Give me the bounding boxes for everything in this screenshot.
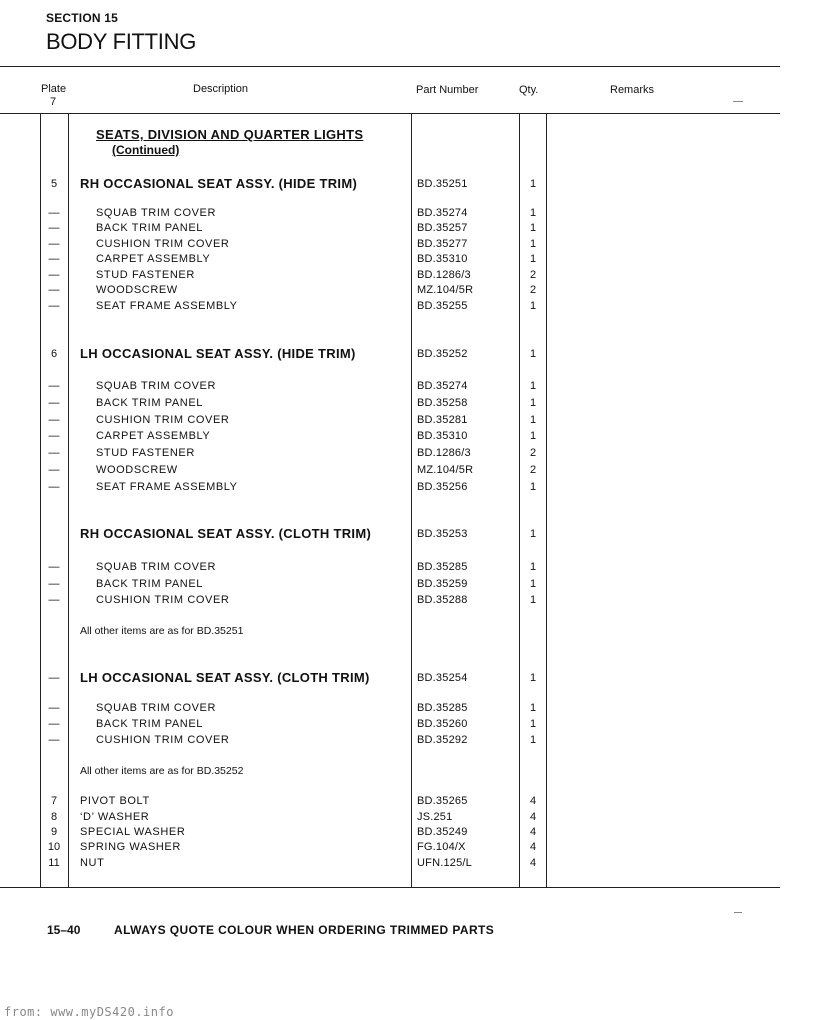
qty-cell: 1 — [529, 380, 537, 392]
part-number-cell: BD.35281 — [417, 414, 468, 426]
column-header-description: Description — [193, 83, 249, 95]
plate-cell: — — [48, 207, 60, 219]
part-number-cell: BD.35274 — [417, 380, 468, 392]
part-number-cell: BD.35251 — [417, 178, 468, 190]
qty-cell: 4 — [529, 841, 537, 853]
plate-cell: — — [48, 594, 60, 606]
qty-cell: 1 — [529, 561, 537, 573]
plate-cell: — — [48, 284, 60, 296]
description-cell: CUSHION TRIM COVER — [96, 594, 230, 606]
plate-cell: — — [48, 414, 60, 426]
description-cell: CARPET ASSEMBLY — [96, 253, 211, 265]
qty-cell: 2 — [529, 269, 537, 281]
description-cell: SEAT FRAME ASSEMBLY — [96, 300, 238, 312]
description-cell: SQUAB TRIM COVER — [96, 702, 217, 714]
part-number-cell: BD.1286/3 — [417, 447, 471, 459]
plate-cell: — — [48, 430, 60, 442]
plate-cell: — — [48, 269, 60, 281]
qty-cell: 2 — [529, 284, 537, 296]
part-number-cell: JS.251 — [417, 811, 453, 823]
description-cell: RH OCCASIONAL SEAT ASSY. (CLOTH TRIM) — [80, 526, 372, 541]
description-cell: NUT — [80, 857, 105, 869]
plate-cell: 5 — [50, 178, 58, 190]
column-rule-1 — [40, 113, 41, 888]
description-cell: RH OCCASIONAL SEAT ASSY. (HIDE TRIM) — [80, 176, 358, 191]
qty-cell: 1 — [529, 207, 537, 219]
footer-note: ALWAYS QUOTE COLOUR WHEN ORDERING TRIMMED PARTS — [114, 923, 495, 937]
scan-mark — [734, 912, 742, 913]
column-rule-3 — [411, 113, 412, 888]
description-cell: CUSHION TRIM COVER — [96, 414, 230, 426]
part-number-cell: BD.35310 — [417, 253, 468, 265]
plate-cell: — — [48, 672, 60, 684]
plate-cell: 9 — [50, 826, 58, 838]
qty-cell: 1 — [529, 702, 537, 714]
scan-mark — [733, 101, 743, 102]
plate-cell: — — [48, 253, 60, 265]
plate-cell: — — [48, 380, 60, 392]
section-label: SECTION 15 — [46, 11, 119, 25]
part-number-cell: BD.35285 — [417, 702, 468, 714]
column-header-plate-number: 7 — [50, 96, 57, 108]
plate-cell: 6 — [50, 348, 58, 360]
part-number-cell: UFN.125/L — [417, 857, 472, 869]
part-number-cell: BD.1286/3 — [417, 269, 471, 281]
description-cell: ‘D’ WASHER — [80, 811, 150, 823]
plate-cell: 8 — [50, 811, 58, 823]
plate-cell: — — [48, 481, 60, 493]
part-number-cell: BD.35254 — [417, 672, 468, 684]
part-number-cell: BD.35292 — [417, 734, 468, 746]
plate-cell: — — [48, 734, 60, 746]
part-number-cell: BD.35265 — [417, 795, 468, 807]
column-header-remarks: Remarks — [610, 84, 655, 96]
plate-cell: — — [48, 447, 60, 459]
description-cell: PIVOT BOLT — [80, 795, 150, 807]
qty-cell: 1 — [529, 238, 537, 250]
part-number-cell: BD.35258 — [417, 397, 468, 409]
plate-cell: — — [48, 718, 60, 730]
plate-cell: — — [48, 561, 60, 573]
part-number-cell: BD.35252 — [417, 348, 468, 360]
qty-cell: 1 — [529, 300, 537, 312]
description-cell: SPECIAL WASHER — [80, 826, 186, 838]
part-number-cell: BD.35310 — [417, 430, 468, 442]
description-cell: BACK TRIM PANEL — [96, 718, 204, 730]
qty-cell: 1 — [529, 578, 537, 590]
qty-cell: 1 — [529, 718, 537, 730]
qty-cell: 2 — [529, 464, 537, 476]
part-number-cell: BD.35277 — [417, 238, 468, 250]
part-number-cell: BD.35285 — [417, 561, 468, 573]
qty-cell: 4 — [529, 811, 537, 823]
description-cell: SQUAB TRIM COVER — [96, 207, 217, 219]
table-bottom-rule — [0, 887, 780, 888]
description-cell: CARPET ASSEMBLY — [96, 430, 211, 442]
qty-cell: 1 — [529, 222, 537, 234]
description-cell: LH OCCASIONAL SEAT ASSY. (CLOTH TRIM) — [80, 670, 370, 685]
plate-cell: 11 — [48, 857, 60, 869]
qty-cell: 1 — [529, 594, 537, 606]
part-number-cell: BD.35255 — [417, 300, 468, 312]
description-cell: CUSHION TRIM COVER — [96, 734, 230, 746]
description-cell: SQUAB TRIM COVER — [96, 561, 217, 573]
description-cell: STUD FASTENER — [96, 447, 195, 459]
description-cell: SPRING WASHER — [80, 841, 181, 853]
part-number-cell: BD.35253 — [417, 528, 468, 540]
qty-cell: 4 — [529, 795, 537, 807]
qty-cell: 1 — [529, 178, 537, 190]
column-header-plate: Plate — [41, 83, 67, 95]
qty-cell: 1 — [529, 734, 537, 746]
part-number-cell: MZ.104/5R — [417, 464, 474, 476]
description-cell: SQUAB TRIM COVER — [96, 380, 217, 392]
qty-cell: 1 — [529, 481, 537, 493]
column-header-qty: Qty. — [519, 84, 539, 96]
column-rule-2 — [68, 113, 69, 888]
part-number-cell: MZ.104/5R — [417, 284, 474, 296]
part-number-cell: BD.35288 — [417, 594, 468, 606]
note-text: All other items are as for BD.35252 — [80, 765, 244, 777]
qty-cell: 2 — [529, 447, 537, 459]
note-text: All other items are as for BD.35251 — [80, 625, 244, 637]
plate-cell: — — [48, 702, 60, 714]
part-number-cell: BD.35259 — [417, 578, 468, 590]
column-header-part-number: Part Number — [416, 84, 479, 96]
description-cell: STUD FASTENER — [96, 269, 195, 281]
qty-cell: 4 — [529, 857, 537, 869]
plate-cell: — — [48, 464, 60, 476]
column-rule-5 — [546, 113, 547, 888]
qty-cell: 4 — [529, 826, 537, 838]
group-heading-continued: (Continued) — [112, 143, 180, 157]
part-number-cell: BD.35257 — [417, 222, 468, 234]
qty-cell: 1 — [529, 430, 537, 442]
qty-cell: 1 — [529, 414, 537, 426]
description-cell: BACK TRIM PANEL — [96, 397, 204, 409]
page-title: BODY FITTING — [46, 29, 197, 54]
qty-cell: 1 — [529, 672, 537, 684]
page-number: 15–40 — [47, 923, 81, 937]
description-cell: WOODSCREW — [96, 464, 178, 476]
description-cell: CUSHION TRIM COVER — [96, 238, 230, 250]
plate-cell: 7 — [50, 795, 58, 807]
part-number-cell: BD.35260 — [417, 718, 468, 730]
part-number-cell: BD.35249 — [417, 826, 468, 838]
part-number-cell: BD.35274 — [417, 207, 468, 219]
plate-cell: — — [48, 397, 60, 409]
qty-cell: 1 — [529, 348, 537, 360]
plate-cell: — — [48, 578, 60, 590]
description-cell: BACK TRIM PANEL — [96, 222, 204, 234]
column-rule-4 — [519, 113, 520, 888]
group-heading — [96, 127, 363, 157]
header-top-rule — [0, 66, 780, 67]
part-number-cell: BD.35256 — [417, 481, 468, 493]
qty-cell: 1 — [529, 528, 537, 540]
header-bottom-rule — [0, 113, 780, 114]
plate-cell: — — [48, 222, 60, 234]
qty-cell: 1 — [529, 253, 537, 265]
plate-cell: 10 — [47, 841, 61, 853]
description-cell: SEAT FRAME ASSEMBLY — [96, 481, 238, 493]
plate-cell: — — [48, 300, 60, 312]
watermark: from: www.myDS420.info — [4, 1005, 174, 1019]
plate-cell: — — [48, 238, 60, 250]
group-heading-title: SEATS, DIVISION AND QUARTER LIGHTS — [96, 127, 364, 142]
part-number-cell: FG.104/X — [417, 841, 466, 853]
qty-cell: 1 — [529, 397, 537, 409]
description-cell: LH OCCASIONAL SEAT ASSY. (HIDE TRIM) — [80, 346, 356, 361]
description-cell: BACK TRIM PANEL — [96, 578, 204, 590]
description-cell: WOODSCREW — [96, 284, 178, 296]
